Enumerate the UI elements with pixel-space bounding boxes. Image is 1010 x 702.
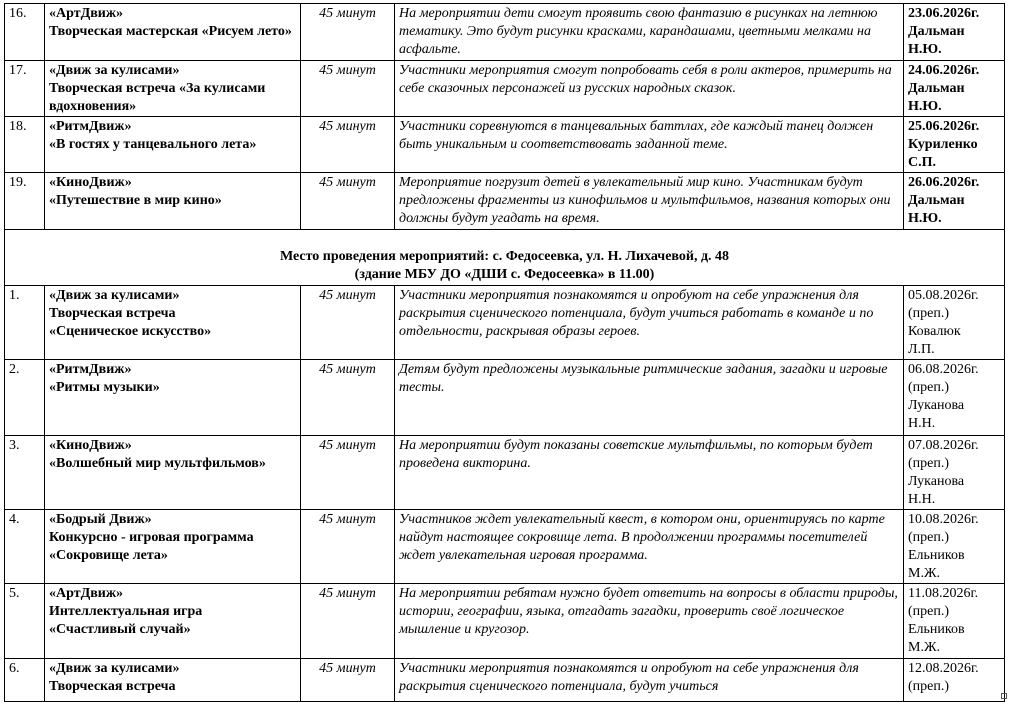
table-row — [5, 286, 1005, 360]
event-duration: 45 минут — [301, 510, 395, 584]
table-row — [5, 61, 1005, 117]
event-title: «Бодрый Движ» Конкурсно - игровая программа «Сокровище лета» — [45, 510, 301, 584]
event-description: На мероприятии ребятам нужно будет ответить на вопросы в области природы, истории, географии, языка, отгадать загадки, проверить своё логическое мышление и кругозор. — [395, 584, 904, 659]
row-number: 4. — [5, 510, 45, 584]
row-number: 1. — [5, 286, 45, 360]
event-date-responsible: 26.06.2026г. Дальман Н.Ю. — [904, 173, 1005, 230]
table-row — [5, 360, 1005, 436]
event-duration: 45 минут — [301, 286, 395, 360]
table-row — [5, 173, 1005, 230]
event-description: Участники мероприятия познакомятся и опробуют на себе упражнения для раскрытия сценического потенциала, будут учиться — [395, 659, 904, 702]
event-date-responsible: 23.06.2026г. Дальман Н.Ю. — [904, 4, 1005, 61]
row-number: 6. — [5, 659, 45, 702]
table-row — [5, 4, 1005, 61]
event-title: «Движ за кулисами» Творческая встреча — [45, 659, 301, 702]
row-number: 16. — [5, 4, 45, 61]
event-description: Участники соревнуются в танцевальных баттлах, где каждый танец должен быть уникальным и соответствовать заданной теме. — [395, 117, 904, 173]
event-date-responsible: 05.08.2026г. (преп.) Ковалюк Л.П. — [904, 286, 1005, 360]
row-number: 3. — [5, 436, 45, 510]
event-description: Участников ждет увлекательный квест, в котором они, ориентируясь по карте найдут настоящее сокровище лета. В продолжении программы посетителей ждет увлекательная игровая программа. — [395, 510, 904, 584]
event-date-responsible: 10.08.2026г. (преп.) Ельников М.Ж. — [904, 510, 1005, 584]
event-description: Участники мероприятия познакомятся и опробуют на себе упражнения для раскрытия сценического потенциала, будут учиться работать в команде и по отдельности, раскрывая образы героев. — [395, 286, 904, 360]
event-description: На мероприятии будут показаны советские мультфильмы, по которым будет проведена викторина. — [395, 436, 904, 510]
event-duration: 45 минут — [301, 436, 395, 510]
event-date-responsible: 06.08.2026г. (преп.) Луканова Н.Н. — [904, 360, 1005, 436]
row-number: 19. — [5, 173, 45, 230]
event-date-responsible: 07.08.2026г. (преп.) Луканова Н.Н. — [904, 436, 1005, 510]
event-duration: 45 минут — [301, 4, 395, 61]
event-title: «КиноДвиж» «Волшебный мир мультфильмов» — [45, 436, 301, 510]
table-row — [5, 659, 1005, 702]
row-number: 2. — [5, 360, 45, 436]
event-description: Детям будут предложены музыкальные ритмические задания, загадки и игровые тесты. — [395, 360, 904, 436]
event-description: На мероприятии дети смогут проявить свою фантазию в рисунках на летнюю тематику. Это будут рисунки красками, карандашами, цветными мелками на асфальте. — [395, 4, 904, 61]
event-description: Мероприятие погрузит детей в увлекательный мир кино. Участникам будут предложены фрагменты из кинофильмов и мультфильмов, названия которых они должны будут угадать на время. — [395, 173, 904, 230]
event-duration: 45 минут — [301, 360, 395, 436]
event-title: «КиноДвиж» «Путешествие в мир кино» — [45, 173, 301, 230]
venue-heading: Место проведения мероприятий: с. Федосеевка, ул. Н. Лихачевой, д. 48 (здание МБУ ДО «ДШИ с. Федосеевка» в 11.00) — [5, 230, 1005, 286]
event-title: «РитмДвиж» «Ритмы музыки» — [45, 360, 301, 436]
table-row — [5, 117, 1005, 173]
event-title: «АртДвиж» Творческая мастерская «Рисуем лето» — [45, 4, 301, 61]
schedule-table — [4, 3, 1005, 702]
event-duration: 45 минут — [301, 584, 395, 659]
row-number: 17. — [5, 61, 45, 117]
venue-row — [5, 230, 1005, 286]
event-date-responsible: 11.08.2026г. (преп.) Ельников М.Ж. — [904, 584, 1005, 659]
event-title: «Движ за кулисами» Творческая встреча «За кулисами вдохновения» — [45, 61, 301, 117]
table-row — [5, 584, 1005, 659]
table-resize-handle[interactable] — [1001, 693, 1007, 699]
event-duration: 45 минут — [301, 117, 395, 173]
event-duration: 45 минут — [301, 61, 395, 117]
event-date-responsible: 24.06.2026г. Дальман Н.Ю. — [904, 61, 1005, 117]
event-duration: 45 минут — [301, 173, 395, 230]
event-title: «РитмДвиж» «В гостях у танцевального лета» — [45, 117, 301, 173]
event-title: «Движ за кулисами» Творческая встреча «Сценическое искусство» — [45, 286, 301, 360]
event-date-responsible: 12.08.2026г. (преп.) — [904, 659, 1005, 702]
row-number: 5. — [5, 584, 45, 659]
table-row — [5, 436, 1005, 510]
event-date-responsible: 25.06.2026г. Куриленко С.П. — [904, 117, 1005, 173]
event-description: Участники мероприятия смогут попробовать себя в роли актеров, примерить на себе сказочных персонажей из русских народных сказок. — [395, 61, 904, 117]
table-row — [5, 510, 1005, 584]
event-duration: 45 минут — [301, 659, 395, 702]
event-title: «АртДвиж» Интеллектуальная игра «Счастливый случай» — [45, 584, 301, 659]
row-number: 18. — [5, 117, 45, 173]
